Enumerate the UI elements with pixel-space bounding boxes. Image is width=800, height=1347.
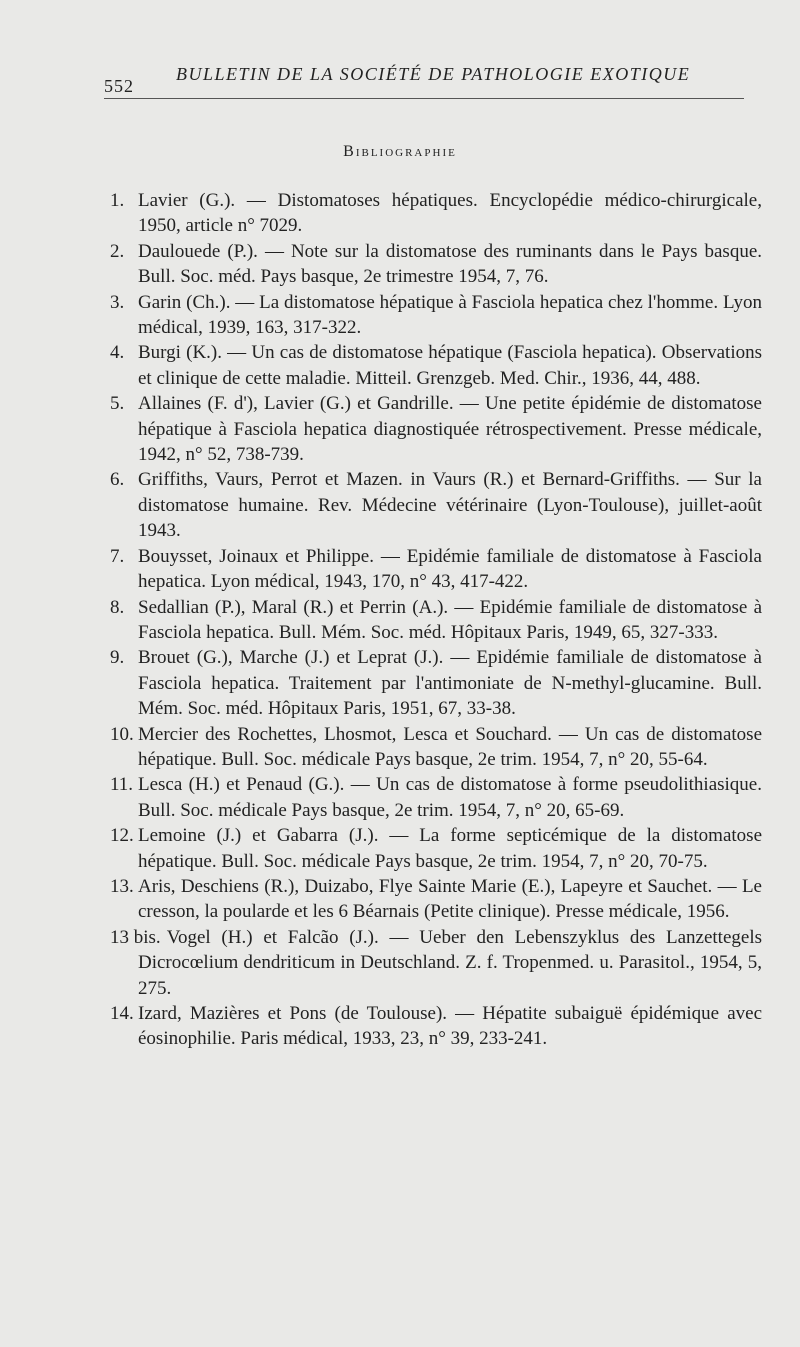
bibliography-list (110, 188, 762, 1052)
reference-number: 10. (110, 723, 134, 745)
reference-item (110, 391, 762, 467)
reference-item (110, 188, 762, 239)
reference-text: Griffiths, Vaurs, Perrot et Mazen. in Vaurs (R.) et Bernard-Griffiths. — Sur la distomatose humaine. Rev. Médecine vétérinaire (Lyon-Toulouse), juillet-août 1943. (138, 469, 762, 542)
reference-number: 7. (110, 545, 125, 567)
reference-number: 13 bis. (110, 926, 161, 948)
reference-item (110, 595, 762, 646)
reference-item (110, 645, 762, 721)
reference-number: 6. (110, 469, 125, 491)
reference-text: Aris, Deschiens (R.), Duizabo, Flye Sainte Marie (E.), Lapeyre et Sauchet. — Le cresson, la poularde et les 6 Béarnais (Petite clinique). Presse médicale, 1956. (138, 875, 762, 923)
reference-text: Brouet (G.), Marche (J.) et Leprat (J.). — Epidémie familiale de distomatose à Fasciola hepatica. Traitement par l'antimoniate de N-methyl-glucamine. Bull. Mém. Soc. méd. Hôpitaux Paris, 1951, 67, 33-38. (138, 647, 762, 720)
reference-item (110, 544, 762, 595)
reference-text: Lavier (G.). — Distomatoses hépatiques. Encyclopédie médico-chirurgicale, 1950, article n° 7029. (138, 190, 762, 237)
reference-text: Daulouede (P.). — Note sur la distomatose des ruminants dans le Pays basque. Bull. Soc. méd. Pays basque, 2e trimestre 1954, 7, 76. (138, 240, 762, 288)
reference-item (110, 823, 762, 874)
reference-number: 1. (110, 190, 125, 211)
reference-number: 12. (110, 825, 134, 847)
reference-text: Burgi (K.). — Un cas de distomatose hépatique (Fasciola hepatica). Observations et clinique de cette maladie. Mitteil. Grenzgeb. Med. Chir., 1936, 44, 488. (138, 342, 762, 389)
reference-item (110, 874, 762, 925)
reference-text: Mercier des Rochettes, Lhosmot, Lesca et Souchard. — Un cas de distomatose hépatique. Bull. Soc. médicale Pays basque, 2e trim. 1954, 7, n° 20, 55-64. (138, 723, 762, 770)
reference-item (110, 722, 762, 773)
reference-text: Vogel (H.) et Falcão (J.). — Ueber den Lebenszyklus des Lanzettegels Dicrocœlium dendriticum in Deutschland. Z. f. Tropenmed. u. Parasitol., 1954, 5, 275. (138, 926, 762, 999)
reference-item (110, 1001, 762, 1052)
reference-number: 3. (110, 291, 125, 313)
reference-number: 14. (110, 1003, 134, 1024)
reference-text: Allaines (F. d'), Lavier (G.) et Gandrille. — Une petite épidémie de distomatose hépatique à Fasciola hepatica diagnostiquée rétrospectivement. Presse médicale, 1942, n° 52, 738-739. (138, 393, 762, 466)
reference-text: Lesca (H.) et Penaud (G.). — Un cas de distomatose à forme pseudolithiasique. Bull. Soc. médicale Pays basque, 2e trim. 1954, 7, n° 20, 65-69. (138, 774, 762, 821)
page-number: 552 (104, 76, 134, 96)
reference-text: Izard, Mazières et Pons (de Toulouse). — Hépatite subaiguë épidémique avec éosinophilie. Paris médical, 1933, 23, n° 39, 233-241. (138, 1003, 762, 1050)
reference-number: 9. (110, 647, 125, 669)
reference-text: Sedallian (P.), Maral (R.) et Perrin (A.). — Epidémie familiale de distomatose à Fasciola hepatica. Bull. Mém. Soc. méd. Hôpitaux Paris, 1949, 65, 327-333. (138, 596, 762, 643)
reference-item (110, 239, 762, 290)
reference-text: Bouysset, Joinaux et Philippe. — Epidémie familiale de distomatose à Fasciola hepatica. Lyon médical, 1943, 170, n° 43, 417-422. (138, 545, 762, 593)
reference-item (110, 467, 762, 543)
reference-text: Garin (Ch.). — La distomatose hépatique à Fasciola hepatica chez l'homme. Lyon médical, 1939, 163, 317-322. (138, 291, 762, 339)
reference-number: 11. (110, 774, 134, 796)
reference-number: 8. (110, 596, 125, 618)
reference-item (110, 772, 762, 823)
reference-item (110, 925, 762, 1001)
reference-item (110, 290, 762, 341)
reference-number: 2. (110, 240, 125, 262)
page-header (104, 58, 744, 99)
running-title: BULLETIN DE LA SOCIÉTÉ DE PATHOLOGIE EXOTIQUE (176, 64, 691, 84)
reference-number: 5. (110, 393, 125, 415)
reference-text: Lemoine (J.) et Gabarra (J.). — La forme septicémique de la distomatose hépatique. Bull. Soc. médicale Pays basque, 2e trim. 1954, 7, n° 20, 70-75. (138, 825, 762, 872)
reference-number: 13. (110, 875, 134, 897)
reference-item (110, 340, 762, 391)
section-title: Bibliographie (343, 143, 457, 160)
reference-number: 4. (110, 342, 125, 364)
